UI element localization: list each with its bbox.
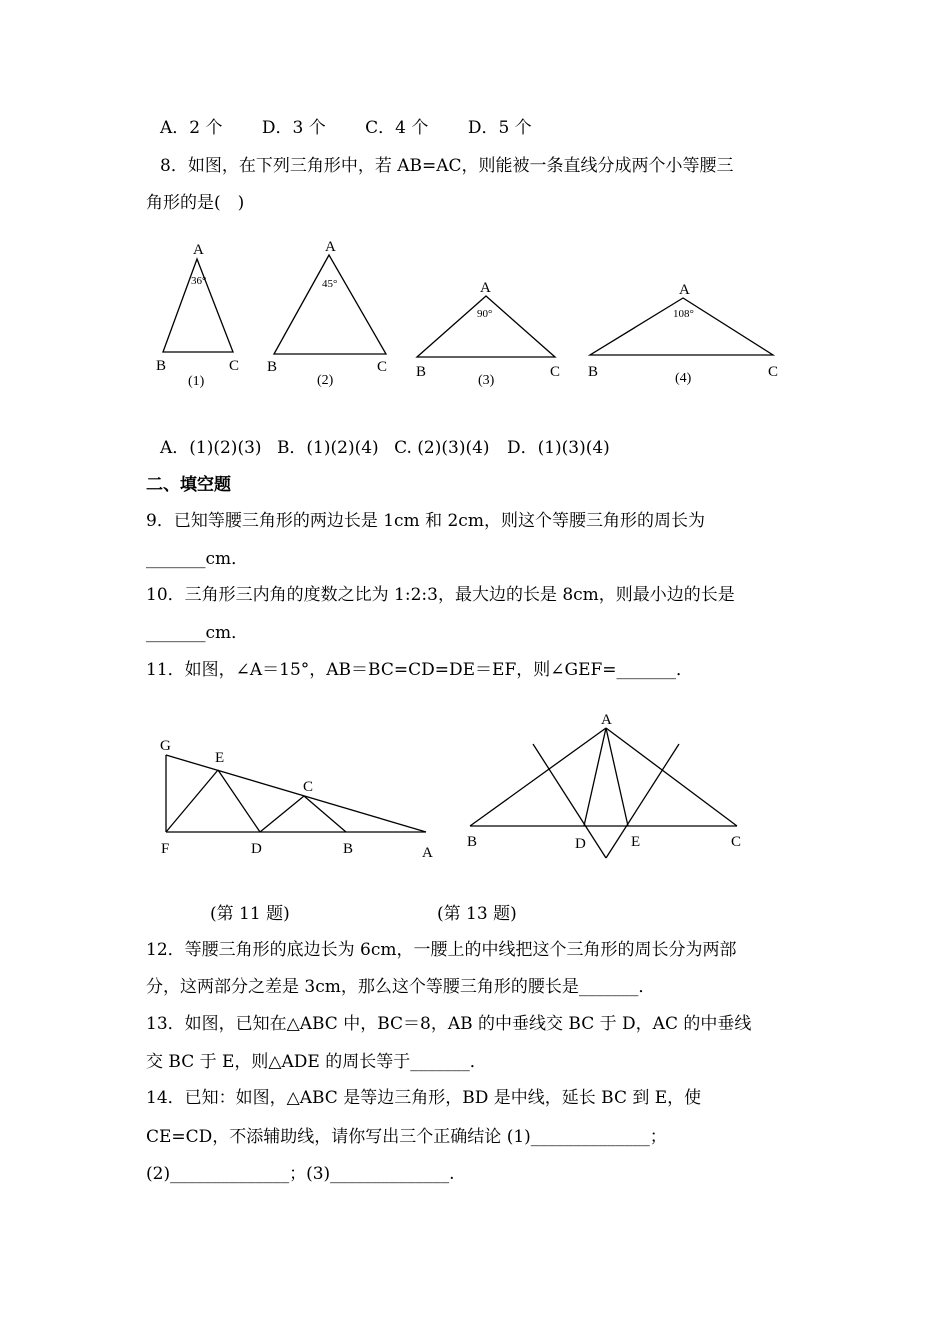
q13-figure-caption: (第 13 题): [437, 904, 517, 924]
q8-option-c: C. (2)(3)(4): [394, 438, 490, 458]
q11-label-a: A: [422, 845, 433, 861]
fig2-angle: 45°: [322, 278, 338, 290]
q11-figure-caption: (第 11 题): [210, 904, 290, 924]
q11-label-c: C: [303, 779, 314, 795]
q12-text-line1: 12．等腰三角形的底边长为 6cm，一腰上的中线把这个三角形的周长分为两部: [146, 940, 737, 960]
q13-label-d: D: [575, 836, 586, 852]
fig1-label-c: C: [229, 358, 240, 374]
q13-text-line2: 交 BC 于 E，则△ADE 的周长等于_______．: [146, 1052, 487, 1072]
q10-text-line2: _______cm．: [146, 623, 249, 643]
q11-label-b: B: [343, 841, 354, 857]
fig2-caption: (2): [317, 373, 334, 388]
q8-text-line1: 8．如图，在下列三角形中，若 AB=AC，则能被一条直线分成两个小等腰三: [160, 156, 734, 176]
fig2-label-a: A: [325, 239, 336, 255]
q8-text-line2: 角形的是( ): [146, 193, 245, 213]
fig1-label-a: A: [193, 242, 204, 258]
fig1-caption: (1): [188, 374, 205, 389]
q7-option-d: D．5 个: [467, 118, 532, 138]
q13-figure: [467, 712, 741, 858]
q11-label-e: E: [215, 750, 225, 766]
q11-label-f: F: [161, 841, 170, 857]
fig4-label-a: A: [679, 282, 690, 298]
q13-label-c: C: [731, 834, 742, 850]
q13-label-a: A: [601, 712, 612, 728]
fig3-angle: 90°: [477, 308, 493, 320]
q11-label-d: D: [251, 841, 262, 857]
fig3-label-c: C: [550, 364, 561, 380]
q13-label-b: B: [467, 834, 478, 850]
q12-text-line2: 分，这两部分之差是 3cm，那么这个等腰三角形的腰长是_______．: [146, 977, 656, 997]
q10-text-line1: 10．三角形三内角的度数之比为 1:2:3，最大边的长是 8cm，则最小边的长是: [146, 585, 735, 605]
q11-label-g: G: [160, 738, 171, 754]
q7-option-b: D．3 个: [261, 118, 326, 138]
q9-text-line1: 9．已知等腰三角形的两边长是 1cm 和 2cm，则这个等腰三角形的周长为: [146, 511, 705, 531]
fig3-label-a: A: [480, 280, 491, 296]
q9-text-line2: _______cm．: [146, 549, 249, 569]
q14-text-line2: CE=CD，不添辅助线，请你写出三个正确结论 (1)______________；: [146, 1127, 667, 1147]
q11-text-line1: 11．如图，∠A＝15°，AB＝BC=CD=DE＝EF，则∠GEF=_______．: [146, 660, 694, 680]
section-title: 二、填空题: [146, 475, 231, 495]
fig4-label-c: C: [768, 364, 779, 380]
q14-text-line1: 14．已知：如图，△ABC 是等边三角形，BD 是中线，延长 BC 到 E，使: [146, 1088, 702, 1108]
q8-option-a: A．(1)(2)(3): [160, 438, 262, 458]
fig4-angle: 108°: [673, 308, 694, 320]
fig4-label-b: B: [588, 364, 599, 380]
fig1-angle: 36°: [191, 275, 207, 287]
q13-text-line1: 13．如图，已知在△ABC 中，BC＝8，AB 的中垂线交 BC 于 D，AC 的中垂线: [146, 1014, 752, 1034]
fig1-label-b: B: [156, 358, 167, 374]
q11-figure: [160, 738, 433, 861]
fig3-label-b: B: [416, 364, 427, 380]
q13-label-e: E: [631, 834, 641, 850]
q8-option-b: B．(1)(2)(4): [276, 438, 379, 458]
q7-option-a: A．2 个: [160, 118, 223, 138]
fig2-label-c: C: [377, 359, 388, 375]
fig2-label-b: B: [267, 359, 278, 375]
q8-option-d: D．(1)(3)(4): [506, 438, 610, 458]
fig4-caption: (4): [675, 371, 692, 386]
fig3-caption: (3): [478, 373, 495, 388]
q14-text-line3: (2)______________；(3)______________.: [146, 1164, 455, 1184]
q7-option-c: C．4 个: [365, 118, 429, 138]
